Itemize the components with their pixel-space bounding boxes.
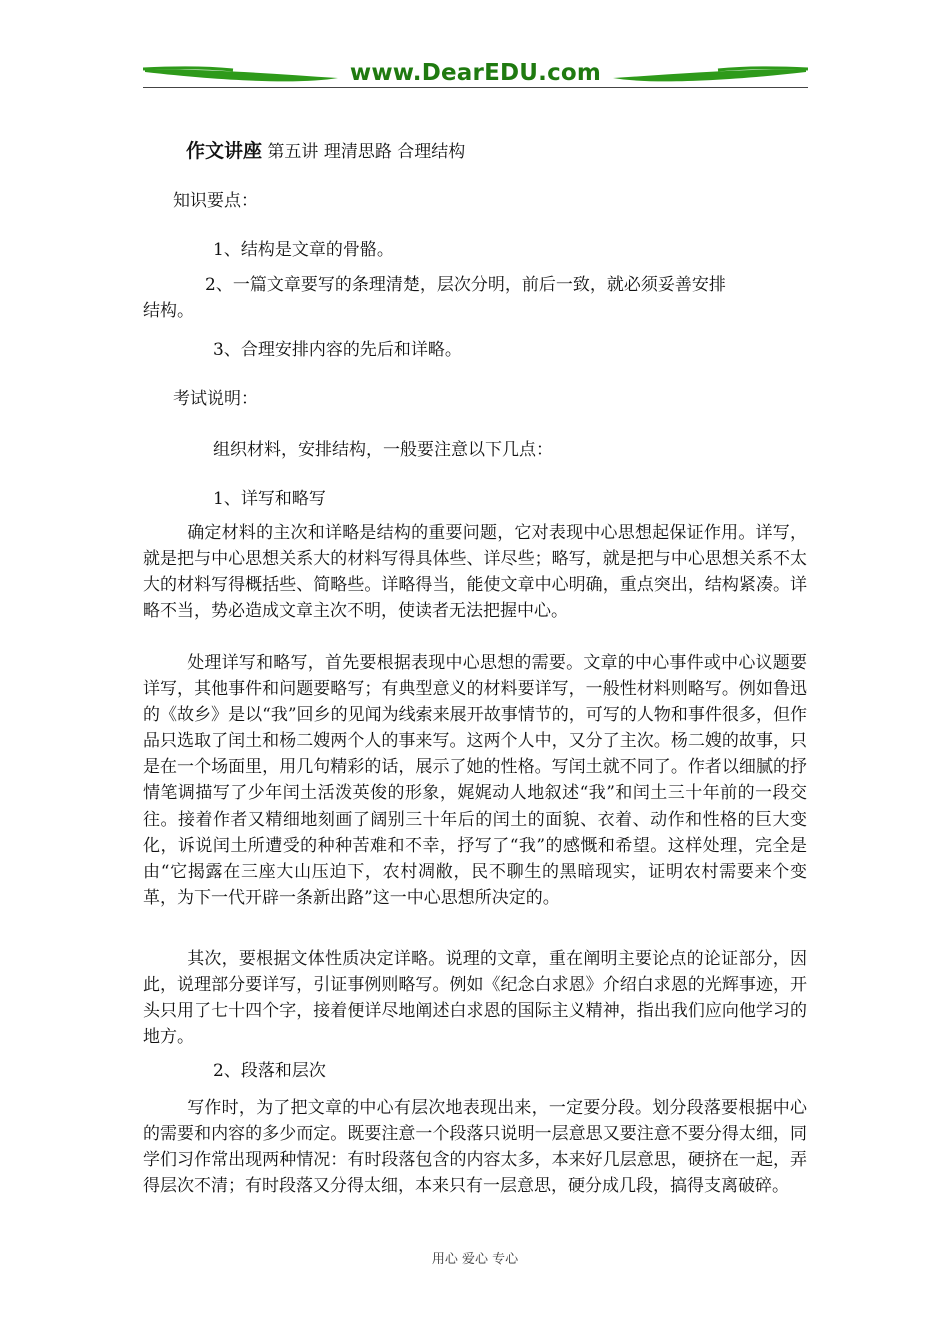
exam-intro: 组织材料，安排结构，一般要注意以下几点：: [213, 440, 553, 460]
site-logo-text: www.DearEDU.com: [349, 60, 602, 86]
section1-paragraph-1: 确定材料的主次和详略是结构的重要问题，它对表现中心思想起保证作用。详写，就是把与中心思想关系大的材料写得具体些、详尽些；略写，就是把与中心思想关系不太大的材料写得概括些、简略些。详略得当，能使文章中心明确，重点突出，结构紧凑。详略不当，势必造成文章主次不明，使读者无法把握中心。: [143, 523, 807, 622]
section2-paragraph-1: 写作时，为了把文章的中心有层次地表现出来，一定要分段。划分段落要根据中心的需要和内容的多少而定。既要注意一个段落只说明一层意思又要注意不要分得太细，同学们习作常出现两种情况：有时段落包含的内容太多，本来好几层意思，硬挤在一起，弄得层次不清；有时段落又分得太细，本来只有一层意思，硬分成几段，搞得支离破碎。: [143, 1098, 807, 1197]
section1-paragraph-3: 其次，要根据文体性质决定详略。说理的文章，重在阐明主要论点的论证部分，因此，说理部分要详写，引证事例则略写。例如《纪念白求恩》介绍白求恩的光辉事迹，开头只用了七十四个字，接着便详尽地阐述白求恩的国际主义精神，指出我们应向他学习的地方。: [143, 949, 807, 1048]
knowledge-point-2-cont: 结构。: [143, 301, 194, 321]
section1-heading: 1、详写和略写: [213, 489, 326, 509]
knowledge-point-2: 2、一篇文章要写的条理清楚，层次分明，前后一致，就必须妥善安排: [205, 275, 726, 295]
knowledge-point-3: 3、合理安排内容的先后和详略。: [213, 340, 462, 360]
knowledge-point-1: 1、结构是文章的骨骼。: [213, 240, 394, 260]
header-rule: [143, 87, 808, 88]
exam-heading: 考试说明：: [173, 389, 258, 409]
page-title: [186, 138, 465, 165]
page-footer: 用心 爱心 专心: [431, 1252, 519, 1267]
knowledge-heading: 知识要点：: [173, 191, 258, 211]
section2-heading: 2、段落和层次: [213, 1061, 326, 1081]
site-header: [143, 58, 808, 98]
section1-paragraph-2: 处理详写和略写，首先要根据表现中心思想的需要。文章的中心事件或中心议题要详写，其他事件和问题要略写；有典型意义的材料要详写，一般性材料则略写。例如鲁迅的《故乡》是以“我”回乡的见闻为线索来展开故事情节的，可写的人物和事件很多，但作品只选取了闰土和杨二嫂两个人的事来写。这两个人中，又分了主次。杨二嫂的故事，只是在一个场面里，用几句精彩的话，展示了她的性格。写闰土就不同了。作者以细腻的抒情笔调描写了少年闰土活泼英俊的形象，娓娓动人地叙述“我”和闰土三十年前的一段交往。接着作者又精细地刻画了阔别三十年后的闰土的面貌、衣着、动作和性格的巨大变化，诉说闰土所遭受的种种苦难和不幸，抒写了“我”的感慨和希望。这样处理，完全是由“它揭露在三座大山压迫下，农村凋敝，民不聊生的黑暗现实，证明农村需要来个变革，为下一代开辟一条新出路”这一中心思想所决定的。: [143, 653, 807, 908]
title-main: 作文讲座: [186, 140, 263, 162]
title-sub: 第五讲 理清思路 合理结构: [267, 142, 466, 162]
